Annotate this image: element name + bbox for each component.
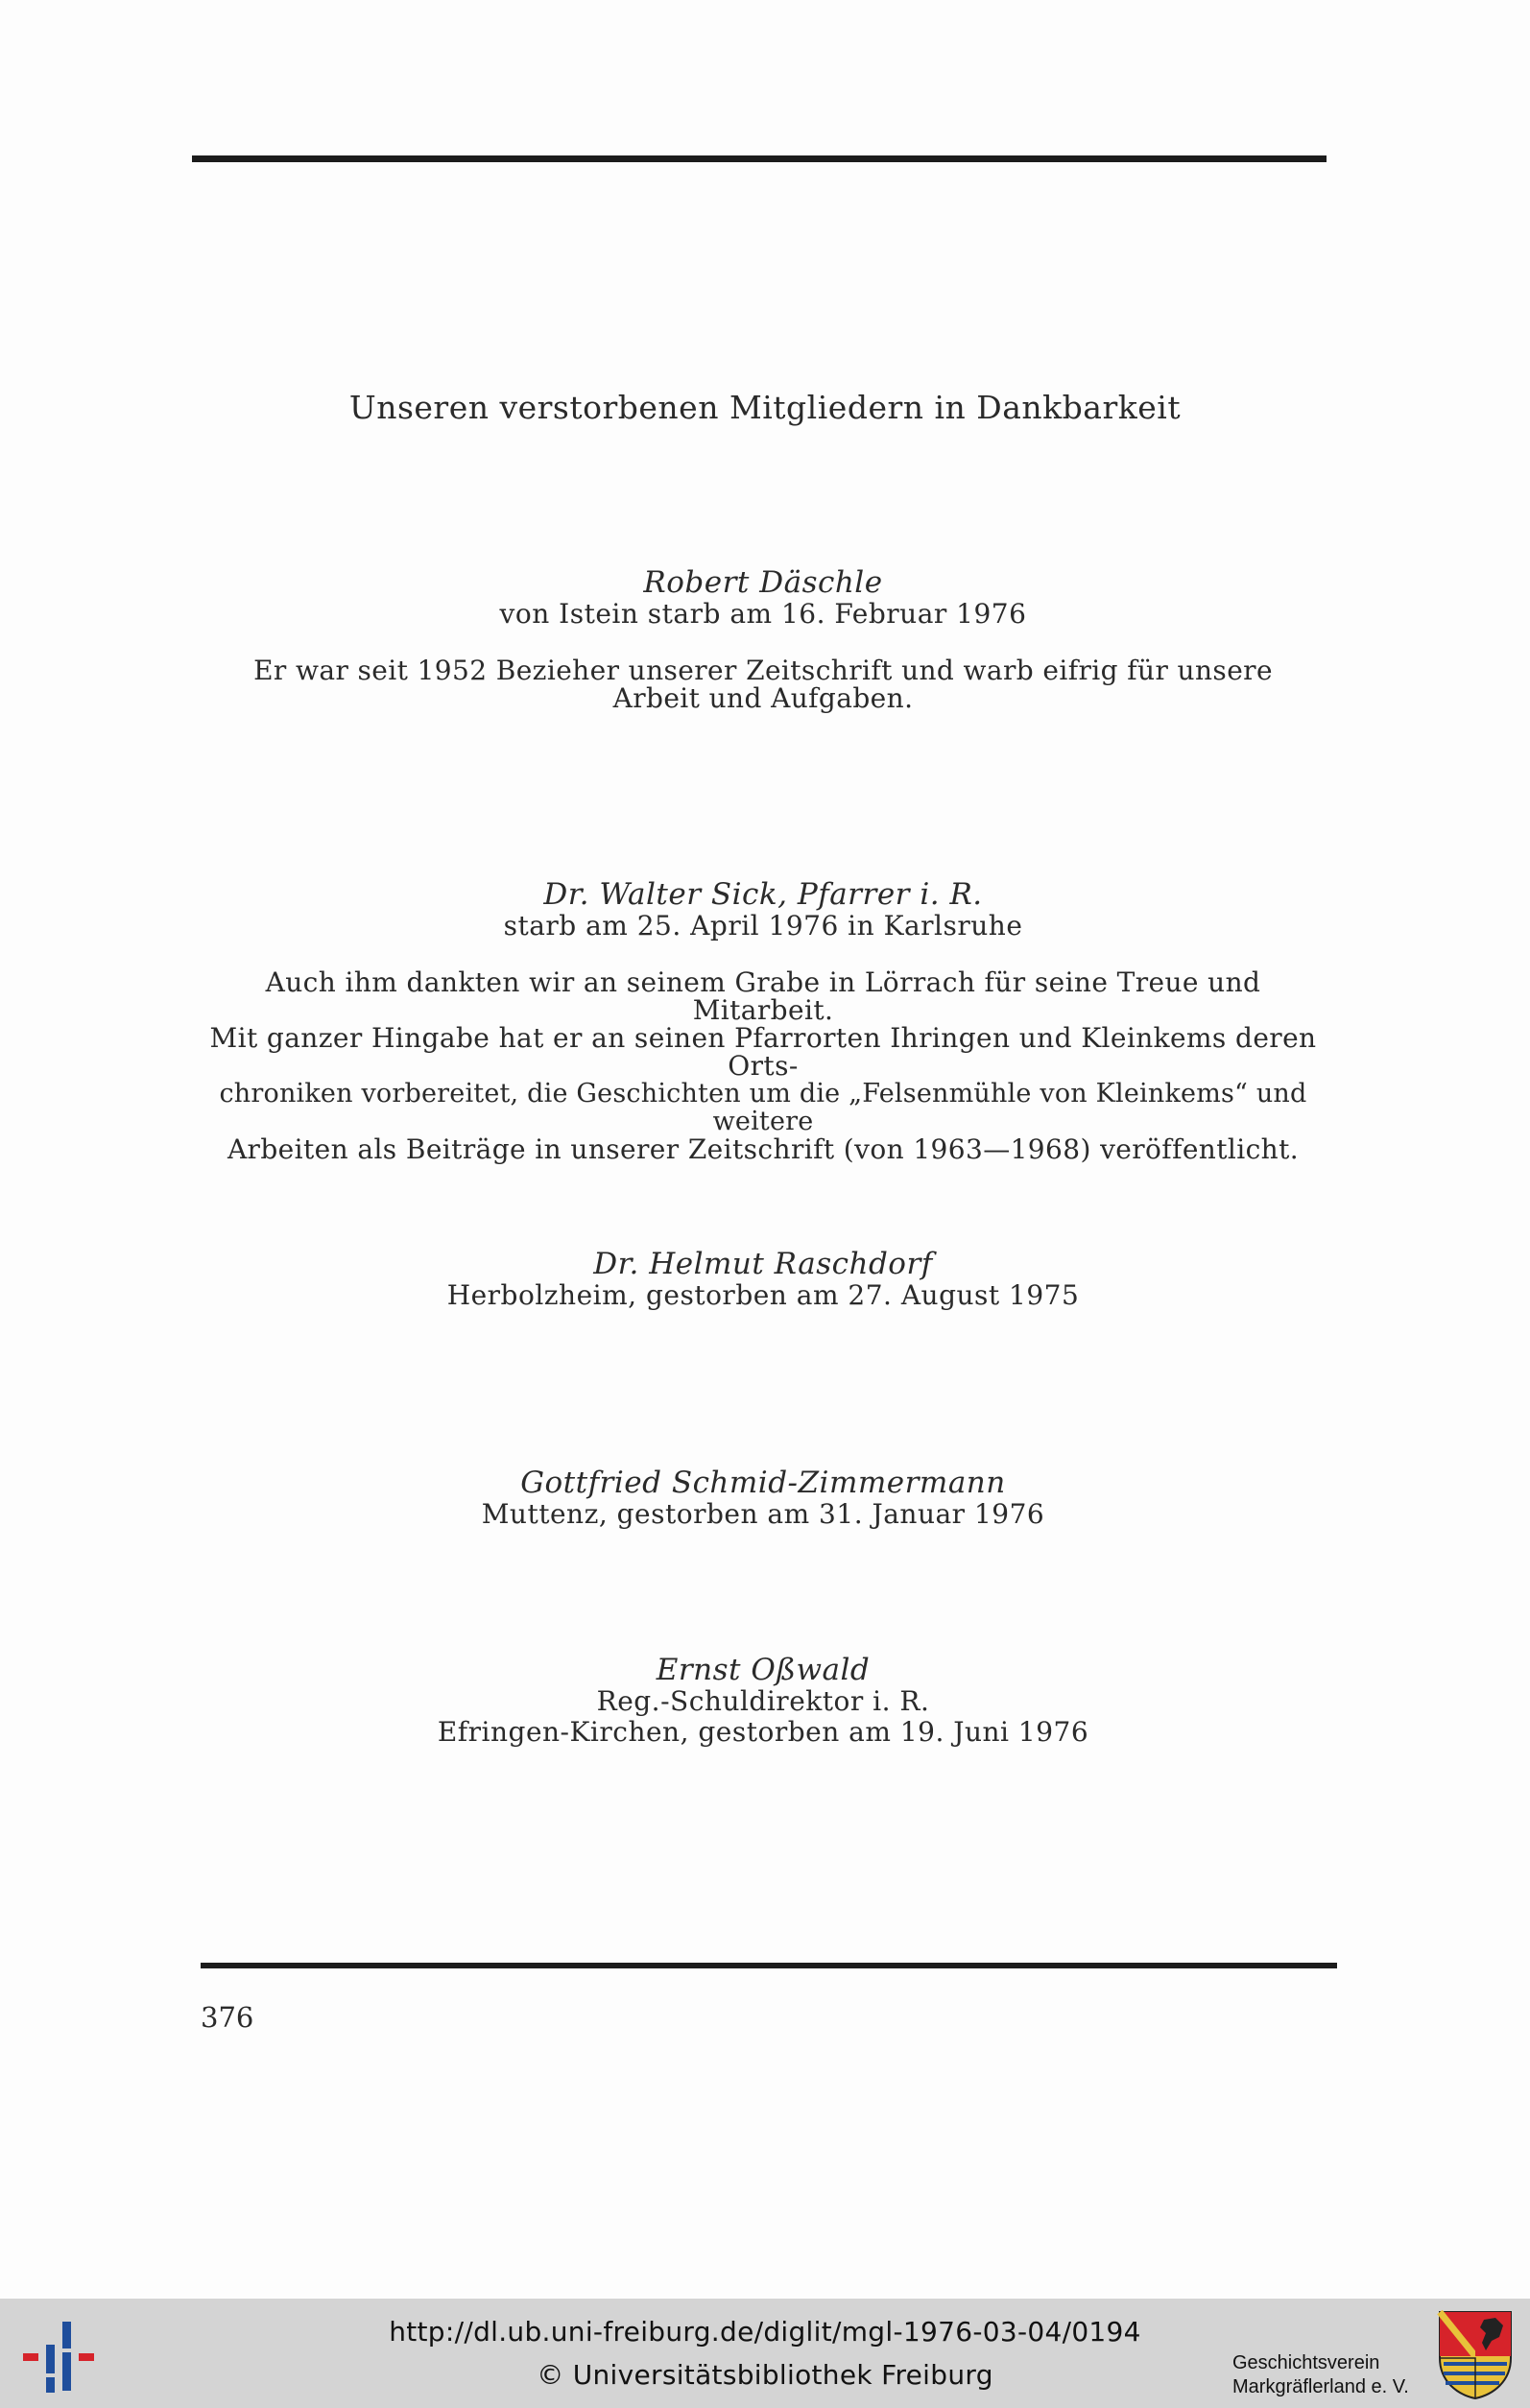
society-line: Geschichtsverein (1232, 2352, 1380, 2373)
paragraph-line: Arbeiten als Beiträge in unserer Zeitschrift (von 1963—1968) veröffentlicht. (227, 1133, 1300, 1165)
entry-line: starb am 25. April 1976 in Karlsruhe (503, 910, 1023, 942)
society-line: Markgräflerland e. V. (1232, 2376, 1409, 2397)
memorial-entry (192, 566, 1334, 712)
paragraph-line: chroniken vorbereitet, die Geschichten um die „Felsenmühle von Kleinkems“ und weitere (219, 1079, 1307, 1136)
entry-line: Efringen-Kirchen, gestorben am 19. Juni 1976 (437, 1716, 1089, 1748)
entry-name: Robert Däschle (643, 565, 883, 600)
entry-line: Muttenz, gestorben am 31. Januar 1976 (481, 1498, 1045, 1530)
entry-line: Reg.-Schuldirektor i. R. (596, 1685, 930, 1717)
society-name (1232, 2351, 1434, 2399)
entry-paragraph (192, 656, 1334, 712)
memorial-entry (192, 1248, 1334, 1311)
entry-line: von Istein starb am 16. Februar 1976 (499, 598, 1027, 630)
paragraph-line: Mit ganzer Hingabe hat er an seinen Pfarrorten Ihringen und Kleinkems deren Orts- (209, 1022, 1317, 1082)
page-heading: Unseren verstorbenen Mitgliedern in Dankbarkeit (348, 389, 1182, 426)
entry-name: Ernst Oßwald (656, 1653, 871, 1687)
entry-name: Dr. Walter Sick, Pfarrer i. R. (543, 877, 983, 912)
page-number: 376 (201, 2001, 254, 2034)
paragraph-line: Er war seit 1952 Bezieher unserer Zeitschrift und warb eifrig für unsere (253, 655, 1273, 686)
document-url-link[interactable]: http://dl.ub.uni-freiburg.de/diglit/mgl-1976-03-04/0194 (389, 2316, 1141, 2348)
memorial-entry (192, 1654, 1334, 1748)
top-rule (192, 155, 1327, 162)
memorial-entry (192, 1466, 1334, 1530)
copyright-text: © Universitätsbibliothek Freiburg (537, 2359, 993, 2391)
entry-paragraph (192, 968, 1334, 1163)
memorial-entry (192, 878, 1334, 1163)
coat-of-arms-icon (1436, 2308, 1515, 2400)
entry-line: Herbolzheim, gestorben am 27. August 1975 (446, 1279, 1080, 1311)
entry-name: Gottfried Schmid-Zimmermann (520, 1466, 1006, 1500)
bottom-rule (201, 1963, 1337, 1968)
paragraph-line: Auch ihm dankten wir an seinem Grabe in Lörrach für seine Treue und Mitarbeit. (265, 966, 1261, 1026)
entry-name: Dr. Helmut Raschdorf (593, 1247, 933, 1281)
paragraph-line: Arbeit und Aufgaben. (612, 682, 914, 714)
footer-bar (0, 2299, 1530, 2408)
